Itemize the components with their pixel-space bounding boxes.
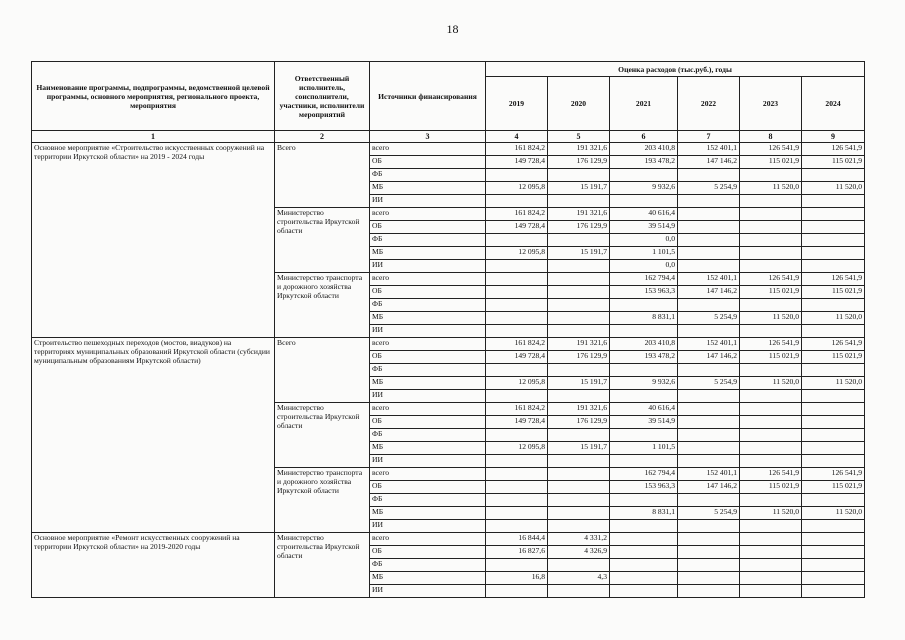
expense-value xyxy=(486,585,548,598)
expense-value xyxy=(486,286,548,299)
column-index: 2 xyxy=(275,131,370,143)
expense-value xyxy=(610,533,678,546)
expense-value: 11 520,0 xyxy=(802,507,865,520)
expense-value xyxy=(548,507,610,520)
expense-value: 5 254,9 xyxy=(678,182,740,195)
column-index-row xyxy=(32,131,865,143)
funding-source: МБ xyxy=(370,247,486,260)
funding-source: МБ xyxy=(370,182,486,195)
expense-value: 11 520,0 xyxy=(740,507,802,520)
expense-value xyxy=(740,208,802,221)
expense-value xyxy=(486,507,548,520)
expense-value xyxy=(610,195,678,208)
expense-value: 12 095,8 xyxy=(486,247,548,260)
header-year: 2024 xyxy=(802,77,865,131)
expense-value xyxy=(740,429,802,442)
header-executor: Ответственный исполнитель, соисполнители, участники, исполнители мероприятий xyxy=(275,62,370,131)
expense-value: 11 520,0 xyxy=(802,377,865,390)
expense-value xyxy=(802,390,865,403)
expense-value xyxy=(802,221,865,234)
header-year: 2020 xyxy=(548,77,610,131)
expense-value: 9 932,6 xyxy=(610,377,678,390)
expense-value: 12 095,8 xyxy=(486,182,548,195)
funding-source: ОБ xyxy=(370,351,486,364)
expense-value xyxy=(740,169,802,182)
funding-source: ФБ xyxy=(370,364,486,377)
executor-name: Министерство строительства Иркутской области xyxy=(275,533,370,598)
expense-value xyxy=(678,416,740,429)
expense-value: 153 963,3 xyxy=(610,286,678,299)
expense-value: 40 616,4 xyxy=(610,208,678,221)
funding-source: МБ xyxy=(370,572,486,585)
expense-value xyxy=(610,559,678,572)
expense-value xyxy=(802,247,865,260)
expense-value xyxy=(486,260,548,273)
expense-value: 115 021,9 xyxy=(740,286,802,299)
funding-source: ОБ xyxy=(370,286,486,299)
funding-source: ОБ xyxy=(370,416,486,429)
expense-value xyxy=(610,325,678,338)
expense-value: 11 520,0 xyxy=(740,377,802,390)
expense-value xyxy=(548,260,610,273)
expense-value: 162 794,4 xyxy=(610,273,678,286)
funding-source: всего xyxy=(370,208,486,221)
funding-source: ОБ xyxy=(370,481,486,494)
expense-value xyxy=(740,585,802,598)
table-row xyxy=(32,143,865,156)
funding-source: ИИ xyxy=(370,195,486,208)
funding-source: ФБ xyxy=(370,429,486,442)
expense-value xyxy=(802,585,865,598)
expense-value: 149 728,4 xyxy=(486,416,548,429)
expense-value xyxy=(548,468,610,481)
expense-value xyxy=(678,559,740,572)
funding-source: всего xyxy=(370,338,486,351)
expense-value: 126 541,9 xyxy=(802,273,865,286)
expense-value: 126 541,9 xyxy=(802,143,865,156)
expense-value: 126 541,9 xyxy=(740,273,802,286)
funding-source: ИИ xyxy=(370,260,486,273)
expense-value xyxy=(548,390,610,403)
expense-value xyxy=(740,494,802,507)
expense-value: 191 321,6 xyxy=(548,403,610,416)
expense-value xyxy=(610,585,678,598)
table-row xyxy=(32,533,865,546)
expense-value: 149 728,4 xyxy=(486,221,548,234)
expense-value: 16 844,4 xyxy=(486,533,548,546)
expense-value: 126 541,9 xyxy=(802,468,865,481)
expense-value xyxy=(678,299,740,312)
activity-name: Строительство пешеходных переходов (мостов, виадуков) на территориях муниципальных образований Иркутской области (субсидии муниципальным образованиям Иркутской области) xyxy=(32,338,275,533)
expense-value xyxy=(740,299,802,312)
expense-value xyxy=(802,325,865,338)
funding-source: всего xyxy=(370,273,486,286)
expense-value xyxy=(678,442,740,455)
expense-value xyxy=(802,455,865,468)
expense-value xyxy=(548,494,610,507)
expense-value: 12 095,8 xyxy=(486,377,548,390)
expense-value: 16,8 xyxy=(486,572,548,585)
expense-value xyxy=(548,520,610,533)
expense-value: 176 129,9 xyxy=(548,416,610,429)
expense-value xyxy=(678,325,740,338)
expense-value xyxy=(548,234,610,247)
executor-name: Всего xyxy=(275,338,370,403)
expense-value xyxy=(740,390,802,403)
executor-name: Всего xyxy=(275,143,370,208)
expense-value xyxy=(486,468,548,481)
expense-value xyxy=(802,260,865,273)
expense-value: 191 321,6 xyxy=(548,208,610,221)
expense-value: 5 254,9 xyxy=(678,507,740,520)
funding-source: ОБ xyxy=(370,546,486,559)
expense-value xyxy=(740,442,802,455)
header-year: 2021 xyxy=(610,77,678,131)
expense-value: 39 514,9 xyxy=(610,416,678,429)
expense-value: 12 095,8 xyxy=(486,442,548,455)
expense-value xyxy=(802,546,865,559)
funding-source: ФБ xyxy=(370,559,486,572)
funding-source: ОБ xyxy=(370,156,486,169)
expense-value xyxy=(610,572,678,585)
expense-value xyxy=(486,494,548,507)
expense-value xyxy=(610,546,678,559)
expense-value xyxy=(740,403,802,416)
expense-value: 8 831,1 xyxy=(610,312,678,325)
expense-value: 5 254,9 xyxy=(678,377,740,390)
expense-value: 203 410,8 xyxy=(610,338,678,351)
expense-value xyxy=(678,585,740,598)
funding-source: ИИ xyxy=(370,325,486,338)
expense-value xyxy=(740,234,802,247)
expense-value xyxy=(740,416,802,429)
expense-value xyxy=(740,247,802,260)
funding-source: ФБ xyxy=(370,169,486,182)
expense-value: 191 321,6 xyxy=(548,143,610,156)
expense-value xyxy=(802,520,865,533)
expense-value xyxy=(740,572,802,585)
expense-value: 15 191,7 xyxy=(548,442,610,455)
expense-value: 161 824,2 xyxy=(486,143,548,156)
expense-value: 11 520,0 xyxy=(802,312,865,325)
expense-value: 115 021,9 xyxy=(802,286,865,299)
expense-value xyxy=(802,195,865,208)
expense-value: 147 146,2 xyxy=(678,286,740,299)
expense-value: 4 331,2 xyxy=(548,533,610,546)
expense-value: 15 191,7 xyxy=(548,377,610,390)
expense-value: 11 520,0 xyxy=(802,182,865,195)
expense-value: 147 146,2 xyxy=(678,351,740,364)
expense-value: 1 101,5 xyxy=(610,442,678,455)
expense-value: 126 541,9 xyxy=(740,468,802,481)
expense-value xyxy=(548,585,610,598)
expense-value xyxy=(802,416,865,429)
expense-value: 149 728,4 xyxy=(486,351,548,364)
funding-source: ИИ xyxy=(370,520,486,533)
expense-value xyxy=(740,260,802,273)
expense-value: 0,0 xyxy=(610,234,678,247)
header-year: 2019 xyxy=(486,77,548,131)
expense-value xyxy=(678,364,740,377)
expense-value xyxy=(678,494,740,507)
expense-value: 39 514,9 xyxy=(610,221,678,234)
expense-value xyxy=(486,520,548,533)
expense-value xyxy=(802,533,865,546)
expense-value xyxy=(740,195,802,208)
expense-value xyxy=(802,403,865,416)
column-index: 6 xyxy=(610,131,678,143)
expense-value: 15 191,7 xyxy=(548,182,610,195)
expense-value xyxy=(548,299,610,312)
expense-value: 152 401,1 xyxy=(678,273,740,286)
executor-name: Министерство транспорта и дорожного хозяйства Иркутской области xyxy=(275,273,370,338)
expense-value: 176 129,9 xyxy=(548,156,610,169)
expense-value xyxy=(740,533,802,546)
column-index: 1 xyxy=(32,131,275,143)
header-name: Наименование программы, подпрограммы, ведомственной целевой программы, основного мероприятия, регионального проекта, мероприятия xyxy=(32,62,275,131)
expense-value: 8 831,1 xyxy=(610,507,678,520)
expense-value xyxy=(486,299,548,312)
expense-value xyxy=(678,520,740,533)
expense-value xyxy=(802,572,865,585)
expense-value: 1 101,5 xyxy=(610,247,678,260)
funding-source: ОБ xyxy=(370,221,486,234)
expense-value xyxy=(678,260,740,273)
expense-value: 9 932,6 xyxy=(610,182,678,195)
expense-value xyxy=(610,364,678,377)
expense-value: 15 191,7 xyxy=(548,247,610,260)
expense-value xyxy=(678,533,740,546)
expense-value: 126 541,9 xyxy=(740,143,802,156)
expense-value xyxy=(486,195,548,208)
expense-value xyxy=(548,169,610,182)
header-sources: Источники финансирования xyxy=(370,62,486,131)
expense-value: 115 021,9 xyxy=(802,481,865,494)
table-row xyxy=(32,338,865,351)
funding-source: МБ xyxy=(370,442,486,455)
expense-value: 115 021,9 xyxy=(740,156,802,169)
expense-value: 126 541,9 xyxy=(802,338,865,351)
expense-value xyxy=(610,494,678,507)
expense-value: 162 794,4 xyxy=(610,468,678,481)
expense-value xyxy=(548,559,610,572)
expense-value xyxy=(548,195,610,208)
funding-source: ФБ xyxy=(370,494,486,507)
expense-value xyxy=(548,325,610,338)
expense-value xyxy=(610,429,678,442)
funding-source: ИИ xyxy=(370,455,486,468)
expense-value xyxy=(486,455,548,468)
expense-value xyxy=(486,429,548,442)
expense-value xyxy=(678,546,740,559)
header-year: 2022 xyxy=(678,77,740,131)
activity-name: Основное мероприятие «Строительство искусственных сооружений на территории Иркутской области» на 2019 - 2024 годы xyxy=(32,143,275,338)
funding-source: всего xyxy=(370,403,486,416)
expense-value: 152 401,1 xyxy=(678,338,740,351)
expense-value: 115 021,9 xyxy=(802,351,865,364)
expense-value xyxy=(740,364,802,377)
expense-value xyxy=(486,169,548,182)
expense-value xyxy=(486,364,548,377)
funding-source: ФБ xyxy=(370,234,486,247)
expense-value: 161 824,2 xyxy=(486,338,548,351)
expense-value xyxy=(548,364,610,377)
expense-value xyxy=(678,195,740,208)
expense-value xyxy=(802,208,865,221)
expense-value: 0,0 xyxy=(610,260,678,273)
expense-value xyxy=(678,208,740,221)
expense-value xyxy=(802,364,865,377)
expense-value xyxy=(486,559,548,572)
expense-value xyxy=(802,234,865,247)
expense-value xyxy=(548,455,610,468)
expense-value: 193 478,2 xyxy=(610,351,678,364)
expense-value: 153 963,3 xyxy=(610,481,678,494)
expense-value xyxy=(802,299,865,312)
expense-value xyxy=(802,494,865,507)
expense-value: 40 616,4 xyxy=(610,403,678,416)
expense-value: 126 541,9 xyxy=(740,338,802,351)
expense-value xyxy=(802,169,865,182)
expense-value: 115 021,9 xyxy=(740,481,802,494)
expense-value xyxy=(610,455,678,468)
expense-value xyxy=(740,221,802,234)
expense-value xyxy=(740,455,802,468)
expense-value xyxy=(610,390,678,403)
column-index: 3 xyxy=(370,131,486,143)
column-index: 7 xyxy=(678,131,740,143)
expense-value: 152 401,1 xyxy=(678,143,740,156)
table-body xyxy=(32,143,865,598)
column-index: 8 xyxy=(740,131,802,143)
expense-value xyxy=(548,312,610,325)
expense-value xyxy=(610,520,678,533)
funding-source: МБ xyxy=(370,507,486,520)
column-index: 5 xyxy=(548,131,610,143)
executor-name: Министерство строительства Иркутской области xyxy=(275,403,370,468)
expense-value: 161 824,2 xyxy=(486,208,548,221)
expense-value xyxy=(678,247,740,260)
expense-value xyxy=(678,169,740,182)
page-number: 18 xyxy=(446,22,459,36)
expense-value xyxy=(486,312,548,325)
column-index: 4 xyxy=(486,131,548,143)
expense-value xyxy=(740,520,802,533)
expense-value: 11 520,0 xyxy=(740,182,802,195)
funding-source: всего xyxy=(370,468,486,481)
expense-value: 152 401,1 xyxy=(678,468,740,481)
expense-value xyxy=(486,234,548,247)
expense-value xyxy=(678,234,740,247)
activity-name: Основное мероприятие «Ремонт искусственных сооружений на территории Иркутской области» на 2019-2020 годы xyxy=(32,533,275,598)
expense-value: 147 146,2 xyxy=(678,481,740,494)
expense-value xyxy=(678,403,740,416)
expense-value xyxy=(802,442,865,455)
funding-source: МБ xyxy=(370,377,486,390)
expense-value xyxy=(486,390,548,403)
executor-name: Министерство строительства Иркутской области xyxy=(275,208,370,273)
funding-source: ИИ xyxy=(370,585,486,598)
expense-value xyxy=(486,273,548,286)
expense-value: 161 824,2 xyxy=(486,403,548,416)
column-index: 9 xyxy=(802,131,865,143)
expense-value xyxy=(740,546,802,559)
expense-value xyxy=(740,559,802,572)
expense-value: 115 021,9 xyxy=(802,156,865,169)
expense-value xyxy=(548,273,610,286)
expense-value xyxy=(678,390,740,403)
funding-source: ФБ xyxy=(370,299,486,312)
expense-value: 4 326,9 xyxy=(548,546,610,559)
expense-value xyxy=(678,572,740,585)
funding-source: всего xyxy=(370,533,486,546)
funding-source: МБ xyxy=(370,312,486,325)
expense-value: 149 728,4 xyxy=(486,156,548,169)
expense-value: 16 827,6 xyxy=(486,546,548,559)
expense-value: 203 410,8 xyxy=(610,143,678,156)
expense-value xyxy=(678,455,740,468)
expense-value: 176 129,9 xyxy=(548,221,610,234)
expense-value: 193 478,2 xyxy=(610,156,678,169)
expense-value: 176 129,9 xyxy=(548,351,610,364)
expense-value: 11 520,0 xyxy=(740,312,802,325)
expense-value xyxy=(678,429,740,442)
expense-value: 147 146,2 xyxy=(678,156,740,169)
executor-name: Министерство транспорта и дорожного хозяйства Иркутской области xyxy=(275,468,370,533)
expense-value xyxy=(802,559,865,572)
expense-value xyxy=(610,299,678,312)
expense-value xyxy=(740,325,802,338)
expense-value: 191 321,6 xyxy=(548,338,610,351)
expense-value xyxy=(486,325,548,338)
expense-value xyxy=(678,221,740,234)
funding-source: ИИ xyxy=(370,390,486,403)
expense-value: 5 254,9 xyxy=(678,312,740,325)
expense-value xyxy=(486,481,548,494)
header-year: 2023 xyxy=(740,77,802,131)
header-estimate: Оценка расходов (тыс.руб.), годы xyxy=(486,62,865,77)
expense-value: 115 021,9 xyxy=(740,351,802,364)
expense-value xyxy=(548,286,610,299)
expense-value xyxy=(548,429,610,442)
expense-value xyxy=(802,429,865,442)
expense-value xyxy=(610,169,678,182)
expense-value xyxy=(548,481,610,494)
expense-table xyxy=(31,61,865,598)
funding-source: всего xyxy=(370,143,486,156)
expense-value: 4,3 xyxy=(548,572,610,585)
